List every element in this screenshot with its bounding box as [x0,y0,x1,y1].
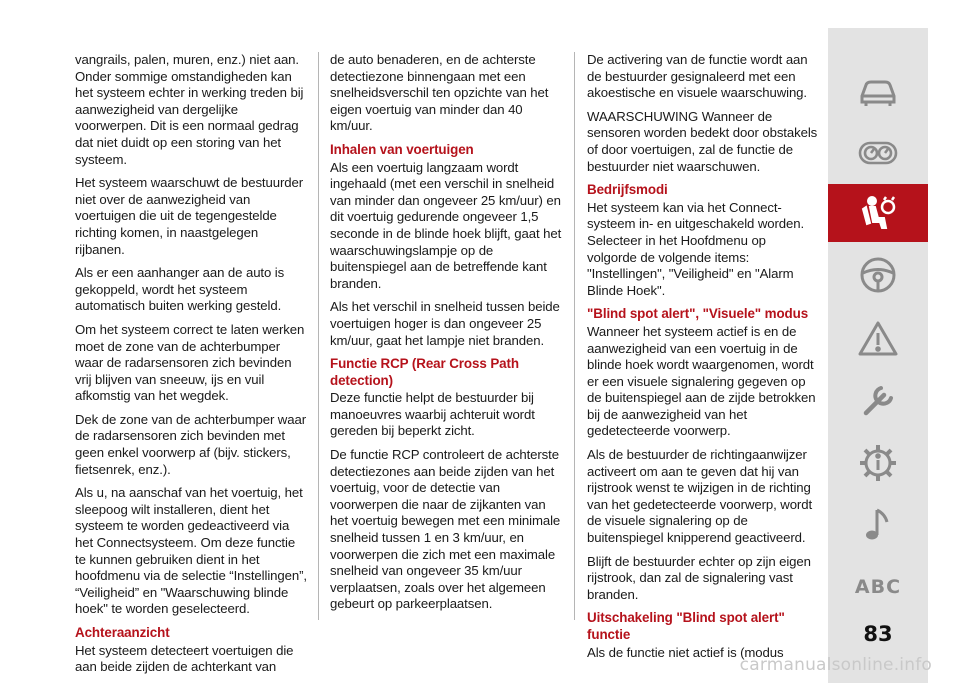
paragraph: Het systeem detecteert voertuigen die aan beide zijden de achterkant van [75,642,294,675]
paragraph: de auto benaderen, en de achterste detectiezone binnengaan met een snelheidsverschil ten opzichte van het eigen voertuig van minder dan 40 km/uur. [330,52,549,134]
column-divider [574,52,575,620]
paragraph: Als u, na aanschaf van het voertuig, het sleepoog wilt installeren, dient het systeem te worden gedeactiveerd via het Connectsysteem. Om deze functie te kunnen gebruiken dient in het hoofdmenu via de selectie “Instellingen”, “Veiligheid” en "Waarschuwing blinde hoek" te worden geselecteerd. [75,485,307,617]
paragraph: Blijft de bestuurder echter op zijn eigen rijstrook, dan zal de signalering vast branden. [587,553,811,602]
paragraph: Dek de zone van de achterbumper waar de radarsensoren zich bevinden met geen enkel voorwerp af (bijv. stickers, fietsenrek, enz.). [75,411,306,477]
section-heading-inhalen: Inhalen van voertuigen [330,141,474,157]
paragraph: Als een voertuig langzaam wordt ingehaald (met een verschil in snelheid van minder dan ongeveer 25 km/uur) en dit voertuig gedurende ongeveer 1,5 seconde in de blinde hoek blijft, gaat het waarschuwingslampje op de buitenspiegel aan de betreffende kant branden. [330,159,562,291]
column-divider [318,52,319,620]
paragraph: WAARSCHUWING Wanneer de sensoren worden bedekt door obstakels of door voertuigen, zal de functie de bestuurder niet waarschuwen. [587,108,818,174]
abc-label: ABC [854,576,902,598]
page-number: 83 [863,622,893,646]
car-icon[interactable] [828,62,928,120]
wrench-icon[interactable] [828,372,928,430]
paragraph: Om het systeem correct te laten werken moet de zone van de achterbumper waar de radarsensoren zich bevinden vrij blijven van sneeuw, ijs en vuil afkomstig van het wegdek. [75,321,305,404]
airbag-seat-icon[interactable] [828,184,928,242]
paragraph: Als de functie niet actief is (modus [587,644,784,660]
chapter-sidebar [828,28,928,683]
paragraph: De functie RCP controleert de achterste detectiezones aan beide zijden van het voertuig, voor de detectie van voorwerpen die naar de zijkanten van het voertuig bewegen met een minimale snelheid tussen 1 en 3 km/uur, en voorwerpen die zich met een maximale snelheid van ongeveer 35 km/uur verplaatsen, zoals over het algemeen gebeurt op parkeerplaatsen. [330,447,561,612]
gear-info-icon[interactable] [828,434,928,492]
warning-triangle-icon[interactable] [828,310,928,368]
text-column-1 [75,52,307,683]
section-heading-uitschakeling: Uitschakeling "Blind spot alert" functie [587,610,785,642]
text-column-2 [330,52,562,620]
paragraph: De activering van de functie wordt aan de bestuurder gesignaleerd met een akoestische en visuele waarschuwing. [587,52,808,101]
section-heading-rcp: Functie RCP (Rear Cross Path detection) [330,356,519,388]
music-note-icon[interactable] [828,496,928,554]
section-heading-visuele-modus: "Blind spot alert", "Visuele" modus [587,306,809,322]
section-heading-bedrijfsmodi: Bedrijfsmodi [587,182,668,198]
text-column-3 [587,52,819,668]
paragraph: Als er een aanhanger aan de auto is gekoppeld, wordt het systeem automatisch buiten werking gesteld. [75,265,285,314]
paragraph: vangrails, palen, muren, enz.) niet aan. Onder sommige omstandigheden kan het systeem echter in werking treden bij aanwezigheid van dergelijke voorwerpen. Dit is een normaal gedrag dat niet duidt op een storing van het systeem. [75,52,304,167]
abc-index-icon[interactable] [828,558,928,616]
dashboard-gauges-icon[interactable] [828,124,928,182]
section-heading-achteraanzicht: Achteraanzicht [75,625,170,640]
paragraph: Het systeem kan via het Connect-systeem in- en uitgeschakeld worden. Selecteer in het Hoofdmenu op volgorde de volgende items: "Instellingen", "Veiligheid" en "Alarm Blinde Hoek". [587,199,805,298]
paragraph: Wanneer het systeem actief is en de aanwezigheid van een voertuig in de blinde hoek wordt waargenomen, wordt er een visuele signalering gegeven op de buitenspiegel aan de zijde betrokken bij de aanwezigheid van het gedetecteerde voorwerp. [587,323,816,439]
watermark: carmanualsonline.info [739,655,932,675]
steering-wheel-icon[interactable] [828,246,928,304]
paragraph: Het systeem waarschuwt de bestuurder niet over de aanwezigheid van voertuigen die uit de tegengestelde richting komen, in naastgelegen rijbanen. [75,175,304,257]
paragraph: Deze functie helpt de bestuurder bij manoeuvres waarbij achteruit wordt gereden bij beperkt zicht. [330,390,535,439]
paragraph: Als de bestuurder de richtingaanwijzer activeert om aan te geven dat hij van rijstrook wenst te wijzigen in de richting van het gedetecteerde voorwerp, wordt de visuele signalering op de buitenspiegel knipperend geactiveerd. [587,447,813,546]
paragraph: Als het verschil in snelheid tussen beide voertuigen hoger is dan ongeveer 25 km/uur, gaat het lampje niet branden. [330,299,560,348]
